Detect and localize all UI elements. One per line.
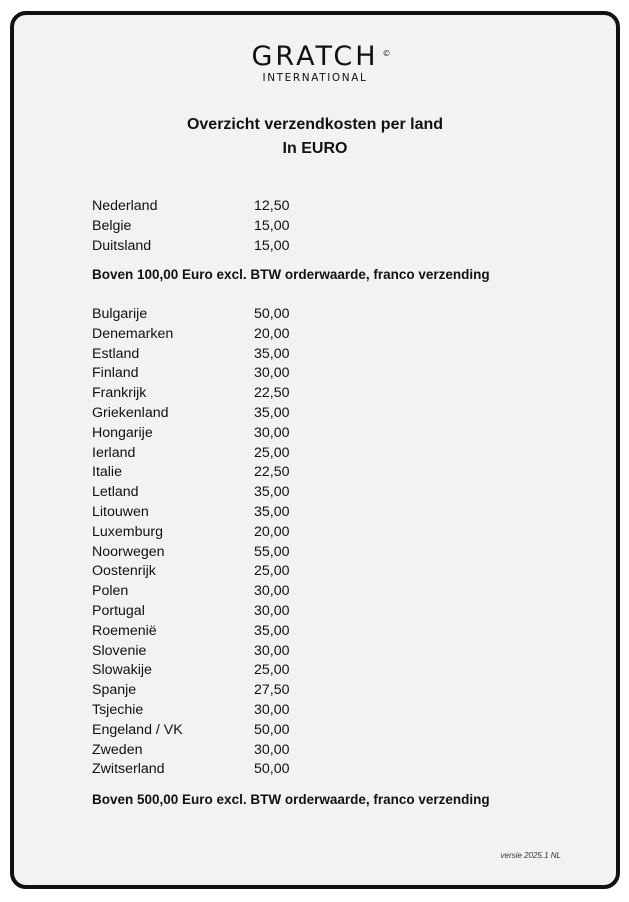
shipping-price: 27,50 [254, 682, 290, 699]
shipping-price: 22,50 [254, 385, 290, 402]
price-row [92, 364, 290, 384]
price-row [92, 701, 290, 721]
price-row [92, 444, 290, 464]
country-name: Portugal [92, 602, 145, 619]
price-row [92, 197, 290, 217]
shipping-price: 25,00 [254, 563, 290, 580]
price-row [92, 483, 290, 503]
price-row [92, 582, 290, 602]
shipping-price: 25,00 [254, 444, 290, 461]
country-name: Tsjechie [92, 701, 144, 718]
price-row [92, 325, 290, 345]
country-name: Luxemburg [92, 523, 163, 540]
price-row [92, 237, 290, 257]
price-row [92, 760, 290, 780]
shipping-price: 50,00 [254, 306, 290, 322]
logo-wordmark [251, 41, 391, 72]
shipping-price: 15,00 [254, 237, 290, 254]
shipping-price: 25,00 [254, 662, 290, 679]
title-line-1: Overzicht verzendkosten per land [186, 116, 444, 133]
shipping-price: 35,00 [254, 503, 290, 520]
price-row [92, 622, 290, 642]
price-row [92, 503, 290, 523]
country-name: Noorwegen [92, 543, 165, 560]
shipping-price: 35,00 [254, 484, 290, 501]
free-shipping-note-2: Boven 500,00 Euro excl. BTW orderwaarde, franco verzending [92, 792, 490, 807]
country-name: Zwitserland [92, 761, 165, 778]
country-name: Duitsland [92, 237, 152, 254]
shipping-price: 30,00 [254, 602, 290, 619]
price-row [92, 305, 290, 325]
price-row [92, 424, 290, 444]
country-name: Zweden [92, 741, 143, 758]
country-name: Letland [92, 484, 139, 501]
logo-subtitle: INTERNATIONAL [262, 72, 368, 84]
price-row [92, 602, 290, 622]
country-name: Litouwen [92, 503, 149, 520]
version-label: versie 2025.1 NL [500, 851, 561, 860]
shipping-price: 35,00 [254, 404, 290, 421]
price-row [92, 543, 290, 563]
country-name: Griekenland [92, 404, 169, 421]
price-row [92, 721, 290, 741]
price-row [92, 681, 290, 701]
country-name: Frankrijk [92, 385, 147, 402]
country-name: Denemarken [92, 325, 174, 342]
shipping-price: 15,00 [254, 217, 290, 234]
title-line-2: In EURO [282, 140, 348, 157]
registered-mark: © [382, 49, 391, 58]
shipping-price: 30,00 [254, 701, 290, 718]
price-row [92, 404, 290, 424]
country-name: Oostenrijk [92, 563, 156, 580]
price-row [92, 217, 290, 237]
shipping-price: 55,00 [254, 543, 290, 560]
country-name: Bulgarije [92, 306, 148, 322]
shipping-price: 50,00 [254, 721, 290, 738]
price-row [92, 642, 290, 662]
shipping-price: 30,00 [254, 365, 290, 382]
price-list-group-1 [92, 197, 290, 256]
shipping-price: 22,50 [254, 464, 290, 481]
free-shipping-note-1: Boven 100,00 Euro excl. BTW orderwaarde, franco verzending [92, 267, 490, 282]
shipping-price: 35,00 [254, 622, 290, 639]
price-row [92, 741, 290, 761]
price-row [92, 562, 290, 582]
price-row [92, 523, 290, 543]
shipping-price: 35,00 [254, 345, 290, 362]
country-name: Roemenië [92, 622, 157, 639]
shipping-price: 20,00 [254, 523, 290, 540]
country-name: Italie [92, 464, 122, 481]
page-title [14, 113, 616, 161]
shipping-price: 30,00 [254, 424, 290, 441]
country-name: Belgie [92, 217, 132, 234]
price-row [92, 345, 290, 365]
country-name: Hongarije [92, 424, 153, 441]
country-name: Finland [92, 365, 139, 382]
country-name: Ierland [92, 444, 136, 461]
shipping-price: 50,00 [254, 761, 290, 778]
shipping-price: 30,00 [254, 583, 290, 600]
country-name: Slovenie [92, 642, 147, 659]
price-row [92, 463, 290, 483]
country-name: Nederland [92, 198, 158, 214]
price-row [92, 661, 290, 681]
country-name: Engeland / VK [92, 721, 183, 738]
price-list-group-2 [92, 305, 290, 780]
shipping-price: 30,00 [254, 642, 290, 659]
shipping-price: 20,00 [254, 325, 290, 342]
country-name: Slowakije [92, 662, 152, 679]
document-card [10, 11, 620, 889]
logo-name: GRATCH [251, 41, 379, 72]
shipping-price: 30,00 [254, 741, 290, 758]
country-name: Spanje [92, 682, 137, 699]
logo [14, 43, 616, 84]
country-name: Estland [92, 345, 140, 362]
country-name: Polen [92, 583, 129, 600]
price-row [92, 384, 290, 404]
shipping-price: 12,50 [254, 198, 290, 214]
